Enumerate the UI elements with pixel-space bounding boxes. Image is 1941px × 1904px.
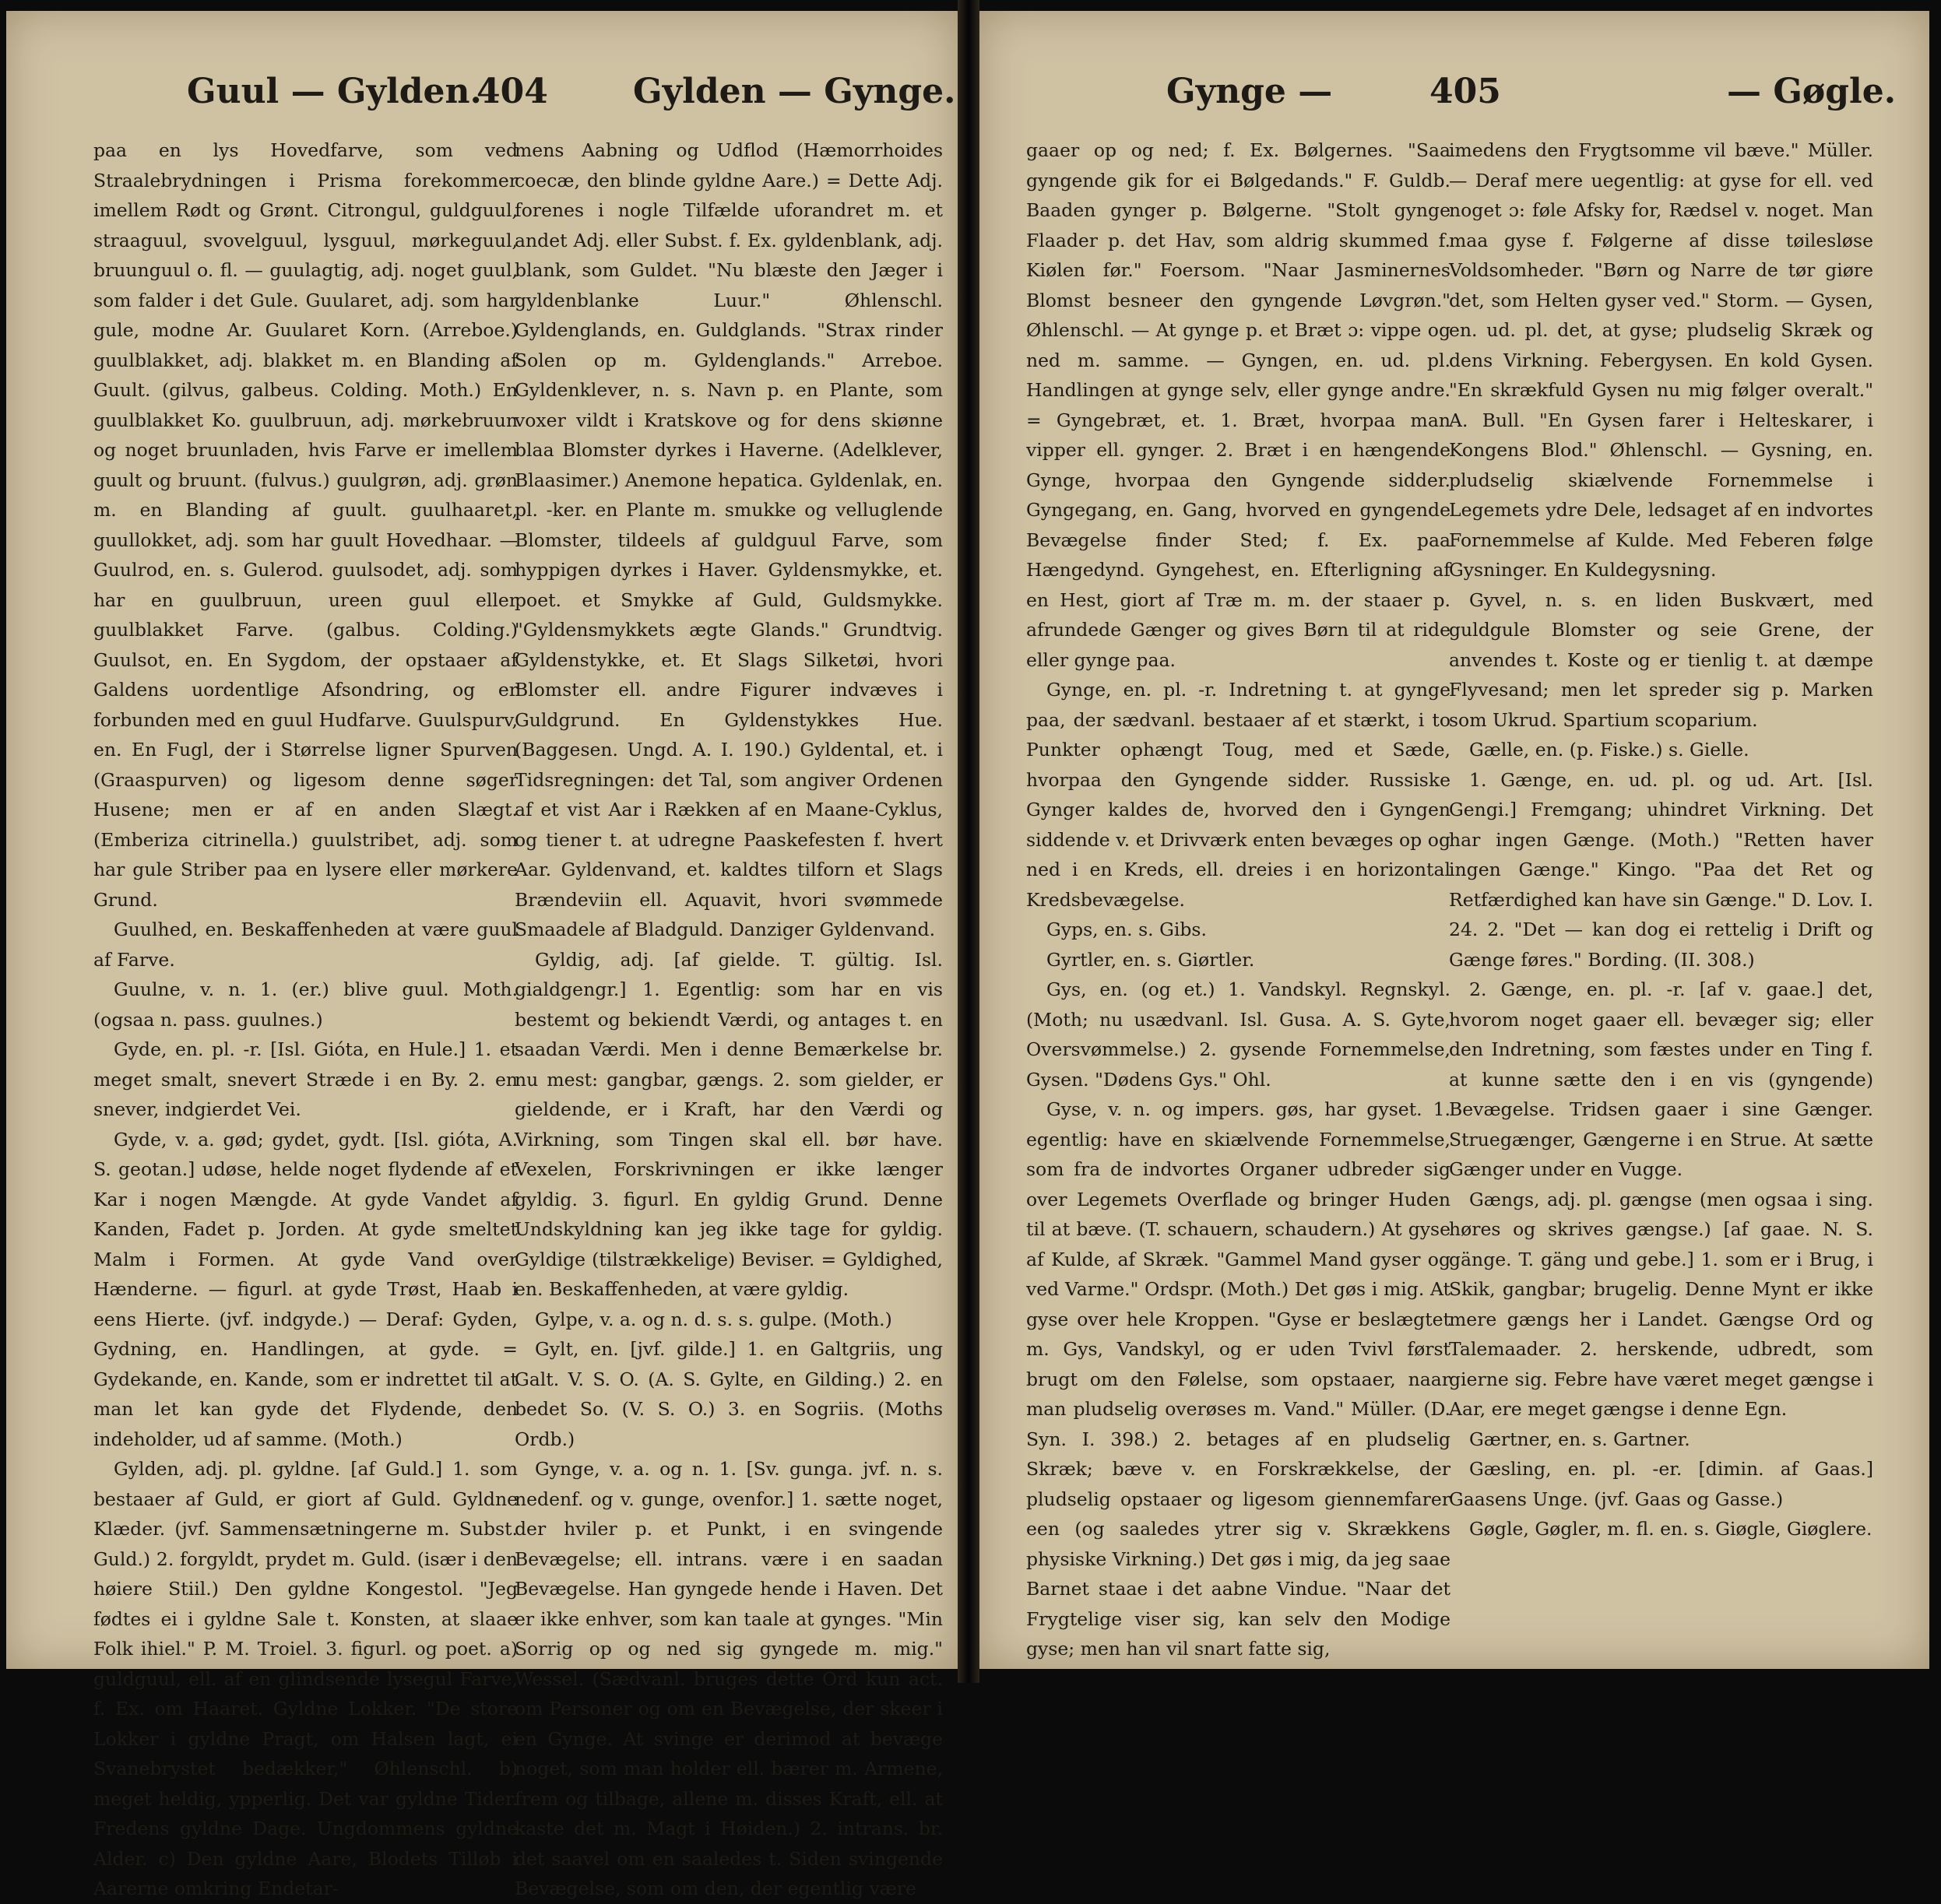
book-gutter <box>958 0 979 1683</box>
dictionary-entry: Gyldig, adj. [af gielde. T. gültig. Isl. gialdgengr.] 1. Egentlig: som har en vis bestemt og bekiendt Værdi, og antages t. en saadan Værdi. Men i denne Bemærkelse br. nu mest: gangbar, gængs. 2. som gielder, er gieldende, er i Kraft, har den Værdi og Virkning, som Tingen skal ell. bør have. Vexelen, Forskrivningen er ikke længer gyldig. 3. figurl. En gyldig Grund. Denne Undskyldning kan jeg ikke tage for gyldig. Gyldige (tilstrækkelige) Beviser. = Gyldighed, en. Beskaffenheden, at være gyldig. <box>515 948 943 1300</box>
dictionary-entry: gaaer op og ned; f. Ex. Bølgernes. "Saa gyngende gik for ei Bølgedands." F. Guldb. Baaden gynger p. Bølgerne. "Stolt gynge Flaader p. det Hav, som aldrig skummed f. Kiølen før." Foersom. "Naar Jasminernes Blomst besneer den gyngende Løvgrøn." Øhlenschl. — At gynge p. et Bræt ɔ: vippe og ned m. samme. — Gyngen, en. ud. pl. Handlingen at gynge selv, eller gynge andre. = Gyngebræt, et. 1. Bræt, hvorpaa man vipper ell. gynger. 2. Bræt i en hængende Gynge, hvorpaa den Gyngende sidder. Gyngegang, en. Gang, hvorved en gyngende Bevægelse finder Sted; f. Ex. paa Hængedynd. Gyngehest, en. Efterligning af en Hest, giort af Træ m. m. der staaer p. afrundede Gænger og gives Børn til at ride eller gynge paa. <box>1026 139 1450 671</box>
right-page-number: 405 <box>1429 72 1501 111</box>
dictionary-entry: 1. Gænge, en. ud. pl. og ud. Art. [Isl. Gengi.] Fremgang; uhindret Virkning. Det har ingen Gænge. (Moth.) "Retten haver ingen Gænge." Kingo. "Paa det Ret og Retfærdighed kan have sin Gænge." D. Lov. I. 24. 2. "Det — kan dog ei rettelig i Drift og Gænge føres." Bording. (II. 308.) <box>1449 768 1873 971</box>
right-page-column-2 <box>1449 135 1873 1614</box>
dictionary-entry: paa en lys Hovedfarve, som ved Straalebrydningen i Prisma forekommer imellem Rødt og Grønt. Citrongul, guldguul, straaguul, svovelguul, lysguul, mørkeguul, bruunguul o. fl. — guulagtig, adj. noget guul, som falder i det Gule. Guularet, adj. som har gule, modne Ar. Guularet Korn. (Arreboe.) guulblakket, adj. blakket m. en Blanding af Guult. (gilvus, galbeus. Colding. Moth.) En guulblakket Ko. guulbruun, adj. mørkebruun og noget bruunladen, hvis Farve er imellem guult og bruunt. (fulvus.) guulgrøn, adj. grøn m. en Blanding af guult. guulhaaret, guullokket, adj. som har guult Hovedhaar. — Guulrod, en. s. Gulerod. guulsodet, adj. som har en guulbruun, ureen guul eller guulblakket Farve. (galbus. Colding.) Guulsot, en. En Sygdom, der opstaaer af Galdens uordentlige Afsondring, og er forbunden med en guul Hudfarve. Guulspurv, en. En Fugl, der i Størrelse ligner Spurven (Graaspurven) og ligesom denne søger Husene; men er af en anden Slægt. (Emberiza citrinella.) guulstribet, adj. som har gule Striber paa en lysere eller mørkere Grund. <box>93 139 518 911</box>
left-page-number: 404 <box>476 72 548 111</box>
dictionary-entry: Gylden, adj. pl. gyldne. [af Guld.] 1. som bestaaer af Guld, er giort af Guld. Gyldne Klæder. (jvf. Sammensætningerne m. Subst. Guld.) 2. forgyldt, prydet m. Guld. (især i den høiere Stiil.) Den gyldne Kongestol. "Jeg fødtes ei i gyldne Sale t. Konsten, at slaae Folk ihiel." P. M. Troiel. 3. figurl. og poet. a) guldguul, ell. af en glindsende lysegul Farve, f. Ex. om Haaret. Gyldne Lokker. "De store Lokker i gyldne Pragt, om Halsen lagt, ei Svanebrystet bedækker," Øhlenschl. b) meget heldig, ypperlig. Det var gyldne Tider. Fredens gyldne Dage. Ungdommens gyldne Alder. c) Den gyldne Aare, Blodets Tilløb i Aarerne omkring Endetar- <box>93 1458 518 1899</box>
dictionary-entry: Gynge, v. a. og n. 1. [Sv. gunga. jvf. n. s. nedenf. og v. gunge, ovenfor.] 1. sætte noget, der hviler p. et Punkt, i en svingende Bevægelse; ell. intrans. være i en saadan Bevægelse. Han gyngede hende i Haven. Det er ikke enhver, som kan taale at gynges. "Min Sorrig op og ned sig gyngede m. mig." Wessel. (Sædvanl. bruges dette Ord kun act. om Personer og om en Bevægelse, der skeer i en Gynge. At svinge er derimod at bevæge noget, som man holder ell. bærer m. Armene, frem og tilbage, allene m. disses Kraft, ell. at kaste det m. Magt i Høiden.) 2. intrans. br. det saavel om en saaledes t. Siden svingende Bevægelse, som om den, der egentlig være <box>515 1458 943 1899</box>
left-page-header <box>6 72 958 126</box>
left-page <box>6 11 958 1899</box>
left-page-header-left-word: Guul — Gylden. <box>187 72 482 111</box>
dictionary-entry: Guulhed, en. Beskaffenheden at være guul af Farve. <box>93 919 518 971</box>
dictionary-entry: Gængs, adj. pl. gængse (men ogsaa i sing. høres og skrives gængse.) [af gaae. N. S. gänge. T. gäng und gebe.] 1. som er i Brug, i Skik, gangbar; brugelig. Denne Mynt er ikke mere gængs her i Landet. Gængse Ord og Talemaader. 2. herskende, udbredt, som gierne sig. Febre have været meget gængse i Aar, ere meget gængse i denne Egn. <box>1449 1188 1873 1420</box>
right-page-header-right-word: — Gøgle. <box>1727 72 1897 111</box>
dictionary-entry: Gyvel, n. s. en liden Buskvært, med guldgule Blomster og seie Grene, der anvendes t. Koste og er tienlig t. at dæmpe Flyvesand; men let spreder sig p. Marken som Ukrud. Spartium scoparium. <box>1449 588 1873 731</box>
dictionary-entry: imedens den Frygtsomme vil bæve." Müller. — Deraf mere uegentlig: at gyse for ell. ved noget ɔ: føle Afsky for, Rædsel v. noget. Man maa gyse f. Følgerne af disse tøilesløse Voldsomheder. "Børn og Narre de tør giøre det, som Helten gyser ved." Storm. — Gysen, en. ud. pl. det, at gyse; pludselig Skræk og dens Virkning. Febergysen. En kold Gysen. "En skrækfuld Gysen nu mig følger overalt." A. Bull. "En Gysen farer i Helteskarer, i Kongens Blod." Øhlenschl. — Gysning, en. pludselig skiælvende Fornemmelse i Legemets ydre Dele, ledsaget af en indvortes Fornemmelse af Kulde. Med Feberen følge Gysninger. En Kuldegysning. <box>1449 139 1873 581</box>
dictionary-entry: Gynge, en. pl. -r. Indretning t. at gynge paa, der sædvanl. bestaaer af et stærkt, i to Punkter ophængt Toug, med et Sæde, hvorpaa den Gyngende sidder. Russiske Gynger kaldes de, hvorved den i Gyngen siddende v. et Drivværk enten bevæges op og ned i en Kreds, ell. dreies i en horizontal Kredsbevægelse. <box>1026 679 1450 911</box>
dictionary-entry: Gys, en. (og et.) 1. Vandskyl. Regnskyl. (Moth; nu usædvanl. Isl. Gusa. A. S. Gyte, Oversvømmelse.) 2. gysende Fornemmelse, Gysen. "Dødens Gys." Ohl. <box>1026 978 1450 1091</box>
right-page <box>979 11 1929 1669</box>
dictionary-entry: Gøgle, Gøgler, m. fl. en. s. Giøgle, Giøglere. <box>1469 1518 1872 1540</box>
left-page-column-1 <box>93 135 518 1899</box>
dictionary-entry: 2. Gænge, en. pl. -r. [af v. gaae.] det, hvorom noget gaaer ell. bevæger sig; eller den Indretning, som fæstes under en Ting f. at kunne sætte den i en vis (gyngende) Bevægelse. Tridsen gaaer i sine Gænger. Struegænger, Gængerne i en Strue. At sætte Gænger under en Vugge. <box>1449 978 1873 1180</box>
left-page-header-right-word: Gylden — Gynge. <box>633 72 956 111</box>
right-page-header-left-word: Gynge — <box>1166 72 1333 111</box>
dictionary-entry: Gyse, v. n. og impers. gøs, har gyset. 1. egentlig: have en skiælvende Fornemmelse, som fra de indvortes Organer udbreder sig over Legemets Overflade og bringer Huden til at bæve. (T. schauern, schaudern.) At gyse af Kulde, af Skræk. "Gammel Mand gyser og ved Varme." Ordspr. (Moth.) Det gøs i mig. At gyse over hele Kroppen. "Gyse er beslægtet m. Gys, Vandskyl, og er uden Tvivl først brugt om den Følelse, som opstaaer, naar man pludselig overøses m. Vand." Müller. (D. Syn. I. 398.) 2. betages af en pludselig Skræk; bæve v. en Forskrækkelse, der pludselig opstaaer og ligesom giennemfarer een (og saaledes ytrer sig v. Skrækkens physiske Virkning.) Det gøs i mig, da jeg saae Barnet staae i det aabne Vindue. "Naar det Frygtelige viser sig, kan selv den Modige gyse; men han vil snart fatte sig, <box>1026 1098 1450 1660</box>
dictionary-entry: Gærtner, en. s. Gartner. <box>1469 1428 1690 1450</box>
dictionary-entry: Gyps, en. s. Gibs. <box>1046 919 1207 940</box>
left-page-column-2 <box>515 135 943 1899</box>
dictionary-entry: Gælle, en. (p. Fiske.) s. Gielle. <box>1469 739 1749 761</box>
dictionary-entry: Gylpe, v. a. og n. d. s. s. gulpe. (Moth.) <box>535 1308 892 1330</box>
dictionary-entry: Gyrtler, en. s. Giørtler. <box>1046 948 1255 971</box>
dictionary-entry: Gæsling, en. pl. -er. [dimin. af Gaas.] Gaasens Unge. (jvf. Gaas og Gasse.) <box>1449 1458 1873 1510</box>
dictionary-entry: Gylt, en. [jvf. gilde.] 1. en Galtgriis, ung Galt. V. S. O. (A. S. Gylte, en Gilding.) 2. en bedet So. (V. S. O.) 3. en Sogriis. (Moths Ordb.) <box>515 1338 943 1450</box>
dictionary-entry: Gyde, en. pl. -r. [Isl. Gióta, en Hule.] 1. et meget smalt, snevert Stræde i en By. 2. en snever, indgierdet Vei. <box>93 1038 518 1120</box>
dictionary-entry: Gyde, v. a. gød; gydet, gydt. [Isl. gióta, A. S. geotan.] udøse, helde noget flydende af et Kar i nogen Mængde. At gyde Vandet af Kanden, Fadet p. Jorden. At gyde smeltet Malm i Formen. At gyde Vand over Hænderne. — figurl. at gyde Trøst, Haab i eens Hierte. (jvf. indgyde.) — Deraf: Gyden, Gydning, en. Handlingen, at gyde. = Gydekande, en. Kande, som er indrettet til at man let kan gyde det Flydende, den indeholder, ud af samme. (Moth.) <box>93 1128 518 1450</box>
dictionary-entry: mens Aabning og Udflod (Hæmorrhoides coecæ, den blinde gyldne Aare.) = Dette Adj. forenes i nogle Tilfælde uforandret m. et andet Adj. eller Subst. f. Ex. gyldenblank, adj. blank, som Guldet. "Nu blæste den Jæger i gyldenblanke Luur." Øhlenschl. Gyldenglands, en. Guldglands. "Strax rinder Solen op m. Gyldenglands." Arreboe. Gyldenklever, n. s. Navn p. en Plante, som voxer vildt i Kratskove og for dens skiønne blaa Blomster dyrkes i Haverne. (Adelklever, Blaasimer.) Anemone hepatica. Gyldenlak, en. pl. -ker. en Plante m. smukke og velluglende Blomster, tildeels af guldguul Farve, som hyppigen dyrkes i Haver. Gyldensmykke, et. poet. et Smykke af Guld, Guldsmykke. "Gyldensmykkets ægte Glands." Grundtvig. Gyldenstykke, et. Et Slags Silketøi, hvori Blomster ell. andre Figurer indvæves i Guldgrund. En Gyldenstykkes Hue. (Baggesen. Ungd. A. I. 190.) Gyldental, et. i Tidsregningen: det Tal, som angiver Ordenen af et vist Aar i Rækken af en Maane-Cyklus, og tiener t. at udregne Paaskefesten f. hvert Aar. Gyldenvand, et. kaldtes tilforn et Slags Brændeviin ell. Aquavit, hvori svømmede Smaadele af Bladguld. Danziger Gyldenvand. <box>515 139 943 940</box>
right-page-column-1 <box>1026 135 1450 1660</box>
dictionary-entry: Guulne, v. n. 1. (er.) blive guul. Moth. (ogsaa n. pass. guulnes.) <box>93 978 518 1031</box>
right-page-header <box>979 72 1929 126</box>
